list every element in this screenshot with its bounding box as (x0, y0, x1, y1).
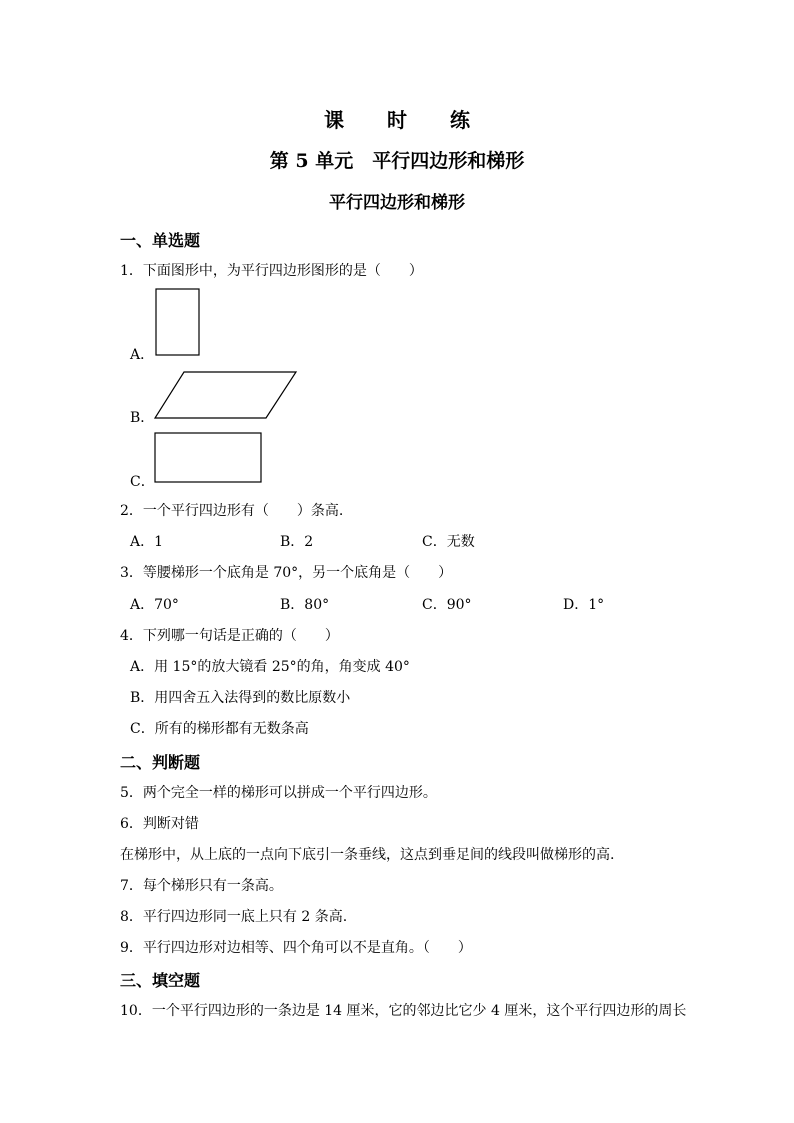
question-5-stem: 5．两个完全一样的梯形可以拼成一个平行四边形。 (120, 785, 437, 801)
parallelogram-figure (154, 370, 299, 420)
section-true-false: 二、判断题 (120, 753, 201, 772)
question-3-option-b: B．80° (280, 597, 330, 613)
section-single-choice: 一、单选题 (120, 231, 201, 250)
unit-title: 第 5 单元 平行四边形和梯形 (269, 150, 525, 172)
question-4-option-b: B．用四舍五入法得到的数比原数小 (130, 690, 351, 706)
question-10-stem: 10．一个平行四边形的一条边是 14 厘米，它的邻边比它少 4 厘米，这个平行四边形的周长 (120, 1003, 687, 1019)
rectangle-tall-figure (155, 288, 201, 358)
question-8-stem: 8．平行四边形同一底上只有 2 条高. (120, 909, 348, 925)
question-3-option-d: D．1° (563, 597, 605, 613)
page-title: 课 时 练 (324, 108, 488, 132)
question-6-stem: 6．判断对错 (120, 816, 199, 832)
section-fill-blank: 三、填空题 (120, 971, 201, 990)
rectangle-wide-figure (154, 432, 264, 484)
question-2-option-c: C．无数 (422, 534, 475, 550)
question-4-option-c: C．所有的梯形都有无数条高 (130, 721, 309, 737)
question-1-option-b: B． (130, 410, 155, 426)
question-1-option-a: A． (130, 347, 155, 363)
question-3-stem: 3．等腰梯形一个底角是 70°，另一个底角是（ ） (120, 565, 453, 581)
question-1-stem: 1．下面图形中，为平行四边形图形的是（ ） (120, 263, 423, 279)
question-3-option-a: A．70° (130, 597, 179, 613)
lesson-title: 平行四边形和梯形 (329, 193, 465, 213)
question-9-stem: 9．平行四边形对边相等、四个角可以不是直角。（ ） (120, 940, 472, 956)
question-4-option-a: A．用 15°的放大镜看 25°的角，角变成 40° (130, 659, 410, 675)
question-7-stem: 7．每个梯形只有一条高。 (120, 878, 283, 894)
question-2-option-b: B．2 (280, 534, 314, 550)
question-2-option-a: A．1 (130, 534, 164, 550)
question-3-option-c: C．90° (422, 597, 472, 613)
question-6-detail: 在梯形中，从上底的一点向下底引一条垂线，这点到垂足间的线段叫做梯形的高. (120, 847, 615, 863)
question-1-option-c: C． (130, 474, 155, 490)
question-4-stem: 4．下列哪一句话是正确的（ ） (120, 628, 339, 644)
question-2-stem: 2．一个平行四边形有（ ）条高. (120, 503, 344, 519)
